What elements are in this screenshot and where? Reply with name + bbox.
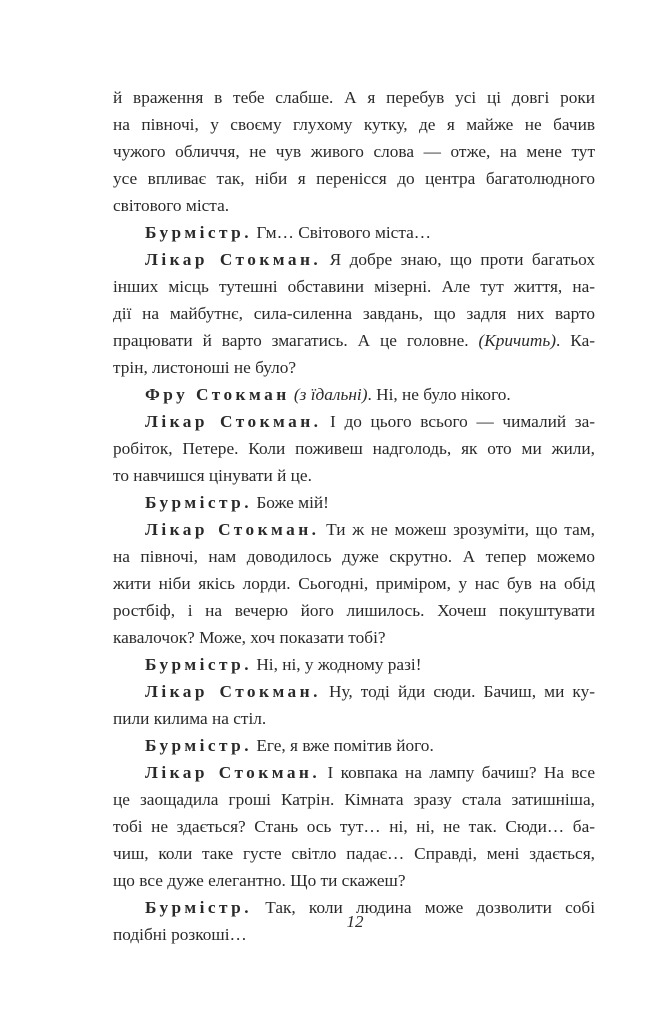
text-line: й враження в тебе слабше. А я перебув усі ці довгі роки: [113, 88, 595, 107]
paragraph: [113, 408, 595, 489]
text-line: світового міста.: [113, 196, 230, 215]
text-line: тобі не здається? Стань ось тут… ні, ні, не так. Сюди… ба-: [113, 817, 595, 836]
speech: працювати й варто змагатись. А це головне.: [113, 331, 479, 350]
text-line: робіток, Петере. Коли поживеш надголодь, як ото ми жили,: [113, 439, 595, 458]
text-line: жити ніби якісь лорди. Сьогодні, приміром, у нас був на обід: [113, 574, 595, 593]
text-line: це заощадила гроші Катрін. Кімната зразу стала затишніша,: [113, 790, 595, 809]
text-line: [113, 516, 595, 543]
text-line: дії на майбутнє, сила-силенна завдань, що задля них варто: [113, 304, 595, 323]
speech: І до цього всього — чималий за-: [321, 412, 595, 431]
stage-direction: (Кричить): [478, 331, 557, 350]
speech: І ковпака на лампу бачиш? На все: [320, 763, 595, 782]
text-line: що все дуже елегантно. Що ти скажеш?: [113, 871, 406, 890]
speaker-name: Лікар Стокман.: [145, 682, 321, 701]
speaker-name: Бурмістр.: [145, 736, 252, 755]
paragraph: [113, 84, 595, 219]
text-line: [113, 651, 595, 678]
text-line: то навчишся цінувати й це.: [113, 466, 312, 485]
speech: Ні, ні, у жодному разі!: [252, 655, 422, 674]
speaker-name: Бурмістр.: [145, 655, 252, 674]
speech: . Ка-: [556, 331, 595, 350]
speaker-name: Лікар Стокман.: [145, 412, 322, 431]
paragraph: [113, 489, 595, 516]
text-line: [113, 246, 595, 273]
paragraph: [113, 516, 595, 651]
speaker-name: Лікар Стокман.: [145, 763, 321, 782]
paragraph: [113, 219, 595, 246]
paragraph: [113, 732, 595, 759]
speaker-name: Бурмістр.: [145, 223, 252, 242]
text-line: інших місць тутешні обставини мізерні. Але тут життя, на-: [113, 277, 595, 296]
speech: Боже мій!: [252, 493, 329, 512]
speech: Еге, я вже помітив його.: [252, 736, 434, 755]
text-line: ростбіф, і на вечерю його лишилось. Хочеш покуштувати: [113, 601, 595, 620]
speaker-name: Лікар Стокман.: [145, 250, 322, 269]
speech: . Ні, не було нікого.: [367, 385, 511, 404]
text-line: [113, 678, 595, 705]
speech: Я добре знаю, що проти багатьох: [321, 250, 595, 269]
paragraph: [113, 759, 595, 894]
text-line: пили килима на стіл.: [113, 709, 267, 728]
text-line: на півночі, нам доводилось дуже скрутно. А тепер можемо: [113, 547, 595, 566]
text-line: [113, 219, 595, 246]
text-line: [113, 732, 595, 759]
text-line: кавалочок? Може, хоч показати тобі?: [113, 628, 386, 647]
text-line: [113, 381, 595, 408]
speaker-name: Лікар Стокман.: [145, 520, 320, 539]
speech: Так, коли людина може дозволити собі: [252, 898, 595, 917]
book-page-text: [113, 84, 595, 948]
text-line: [113, 759, 595, 786]
speaker-name: Бурмістр.: [145, 493, 252, 512]
text-line: усе впливає так, ніби я перенісся до центра багатолюдного: [113, 169, 595, 188]
text-line: чиш, коли таке густе світло падає… Справді, мені здається,: [113, 844, 595, 863]
stage-direction: (з їдальні): [289, 385, 368, 404]
text-line: [113, 327, 595, 354]
speaker-name: Бурмістр.: [145, 898, 252, 917]
speech: Ну, тоді йди сюди. Бачиш, ми ку-: [320, 682, 595, 701]
paragraph: [113, 381, 595, 408]
text-line: чужого обличчя, не чув живого слова — отже, на мене тут: [113, 142, 595, 161]
text-line: [113, 408, 595, 435]
speech: Гм… Світового міста…: [252, 223, 432, 242]
paragraph: [113, 246, 595, 381]
page-number: 12: [346, 912, 364, 931]
text-line: [113, 489, 595, 516]
text-line: на півночі, у своєму глухому кутку, де я майже не бачив: [113, 115, 595, 134]
speech: Ти ж не можеш зрозуміти, що там,: [319, 520, 595, 539]
paragraph: [113, 651, 595, 678]
paragraph: [113, 678, 595, 732]
speaker-name: Фру Стокман: [145, 385, 290, 404]
text-line: подібні розкоші…: [113, 925, 247, 944]
text-line: трін, листоноші не було?: [113, 358, 297, 377]
